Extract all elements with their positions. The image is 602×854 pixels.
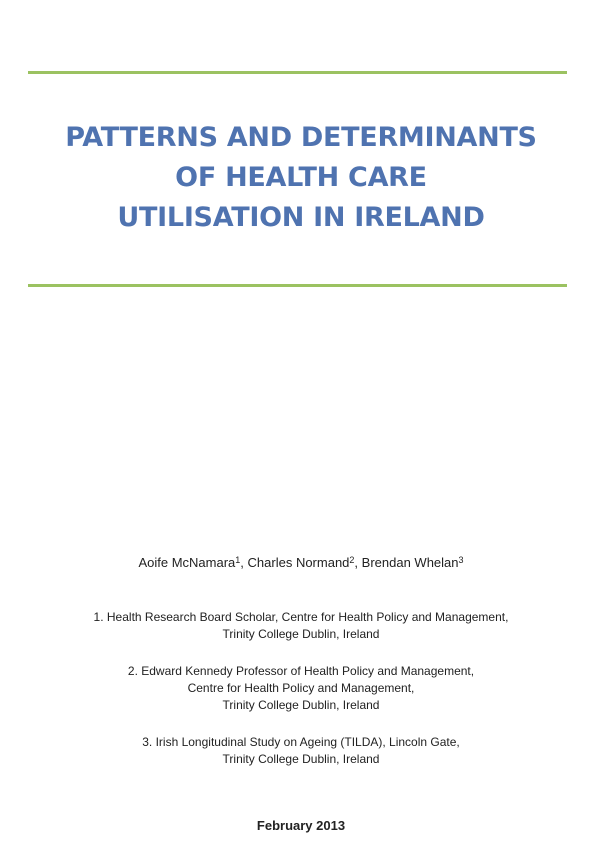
title-line-1: PATTERNS AND DETERMINANTS [65,122,537,153]
title-line-2: OF HEALTH CARE [175,162,427,193]
author-list [0,554,602,572]
report-title [0,118,602,238]
author-affiliation-marker: 2 [349,555,355,565]
author-name: Aoife McNamara [138,555,236,570]
affiliation-line: Trinity College Dublin, Ireland [222,698,380,712]
affiliation-line: Centre for Health Policy and Management, [187,681,415,695]
author-name: Charles Normand [247,555,350,570]
affiliation-1 [0,609,602,643]
author-separator: , [240,555,248,570]
affiliation-line: Trinity College Dublin, Ireland [222,627,380,641]
top-divider [28,71,567,74]
affiliation-line: 3. Irish Longitudinal Study on Ageing (TILDA), Lincoln Gate, [142,735,460,749]
affiliation-line: 2. Edward Kennedy Professor of Health Policy and Management, [127,664,475,678]
affiliation-2 [0,663,602,714]
author-separator: , [354,555,362,570]
affiliation-line: 1. Health Research Board Scholar, Centre for Health Policy and Management, [93,610,509,624]
author-name: Brendan Whelan [361,555,459,570]
affiliation-line: Trinity College Dublin, Ireland [222,752,380,766]
affiliation-3 [0,734,602,768]
author-affiliation-marker: 3 [458,555,464,565]
title-line-3: UTILISATION IN IRELAND [117,202,485,233]
author-affiliation-marker: 1 [235,555,241,565]
publication-date: February 2013 [256,818,346,833]
bottom-divider [28,284,567,287]
